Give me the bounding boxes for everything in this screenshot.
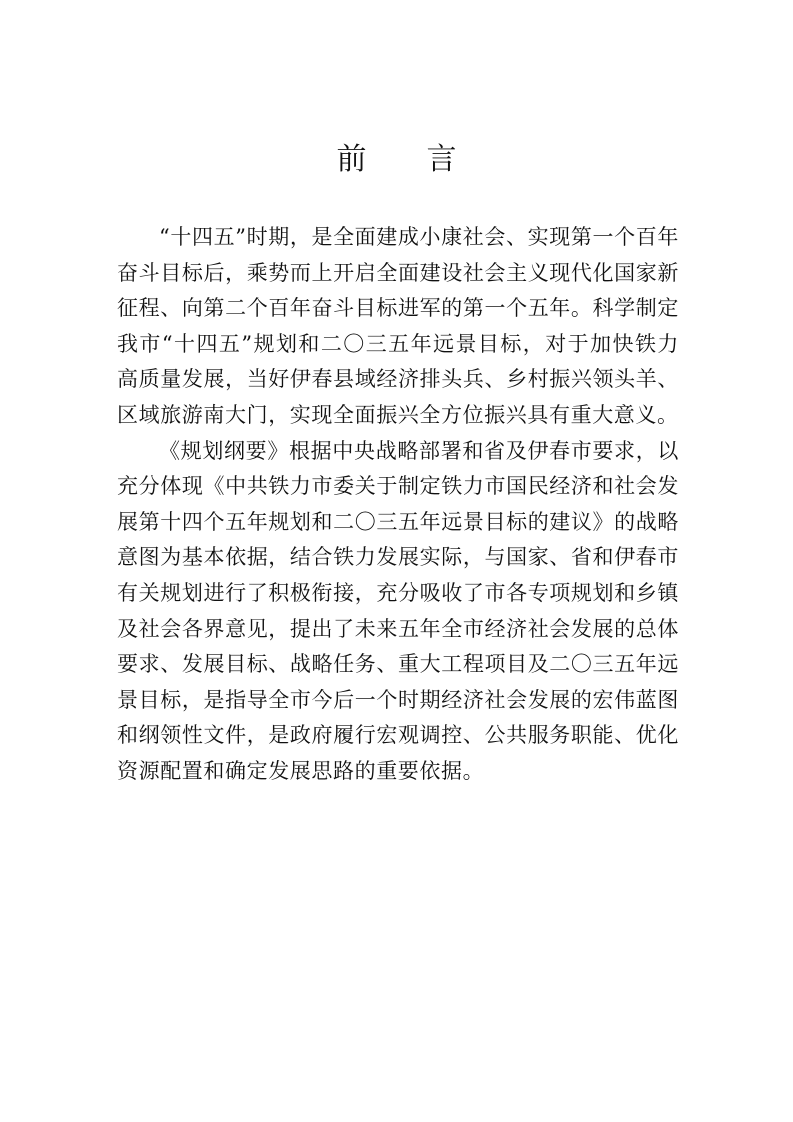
paragraph-intro: “十四五”时期，是全面建成小康社会、实现第一个百年奋斗目标后，乘势而上开启全面建设社会主义现代化国家新征程、向第二个百年奋斗目标进军的第一个五年。科学制定我市“十四五”规划和二〇三五年远景目标，对于加快铁力高质量发展，当好伊春县域经济排头兵、乡村振兴领头羊、区域旅游南大门，实现全面振兴全方位振兴具有重大意义。 <box>117 225 679 427</box>
page-title: 前言 <box>336 142 517 177</box>
document-body <box>117 220 679 790</box>
paragraph-outline: 《规划纲要》根据中央战略部署和省及伊春市要求，以充分体现《中共铁力市委关于制定铁力市国民经济和社会发展第十四个五年规划和二〇三五年远景目标的建议》的战略意图为基本依据，结合铁力发展实际，与国家、省和伊春市有关规划进行了积极衔接，充分吸收了市各专项规划和乡镇及社会各界意见，提出了未来五年全市经济社会发展的总体要求、发展目标、战略任务、重大工程项目及二〇三五年远景目标，是指导全市今后一个时期经济社会发展的宏伟蓝图和纲领性文件，是政府履行宏观调控、公共服务职能、优化资源配置和确定发展思路的重要依据。 <box>117 438 679 783</box>
